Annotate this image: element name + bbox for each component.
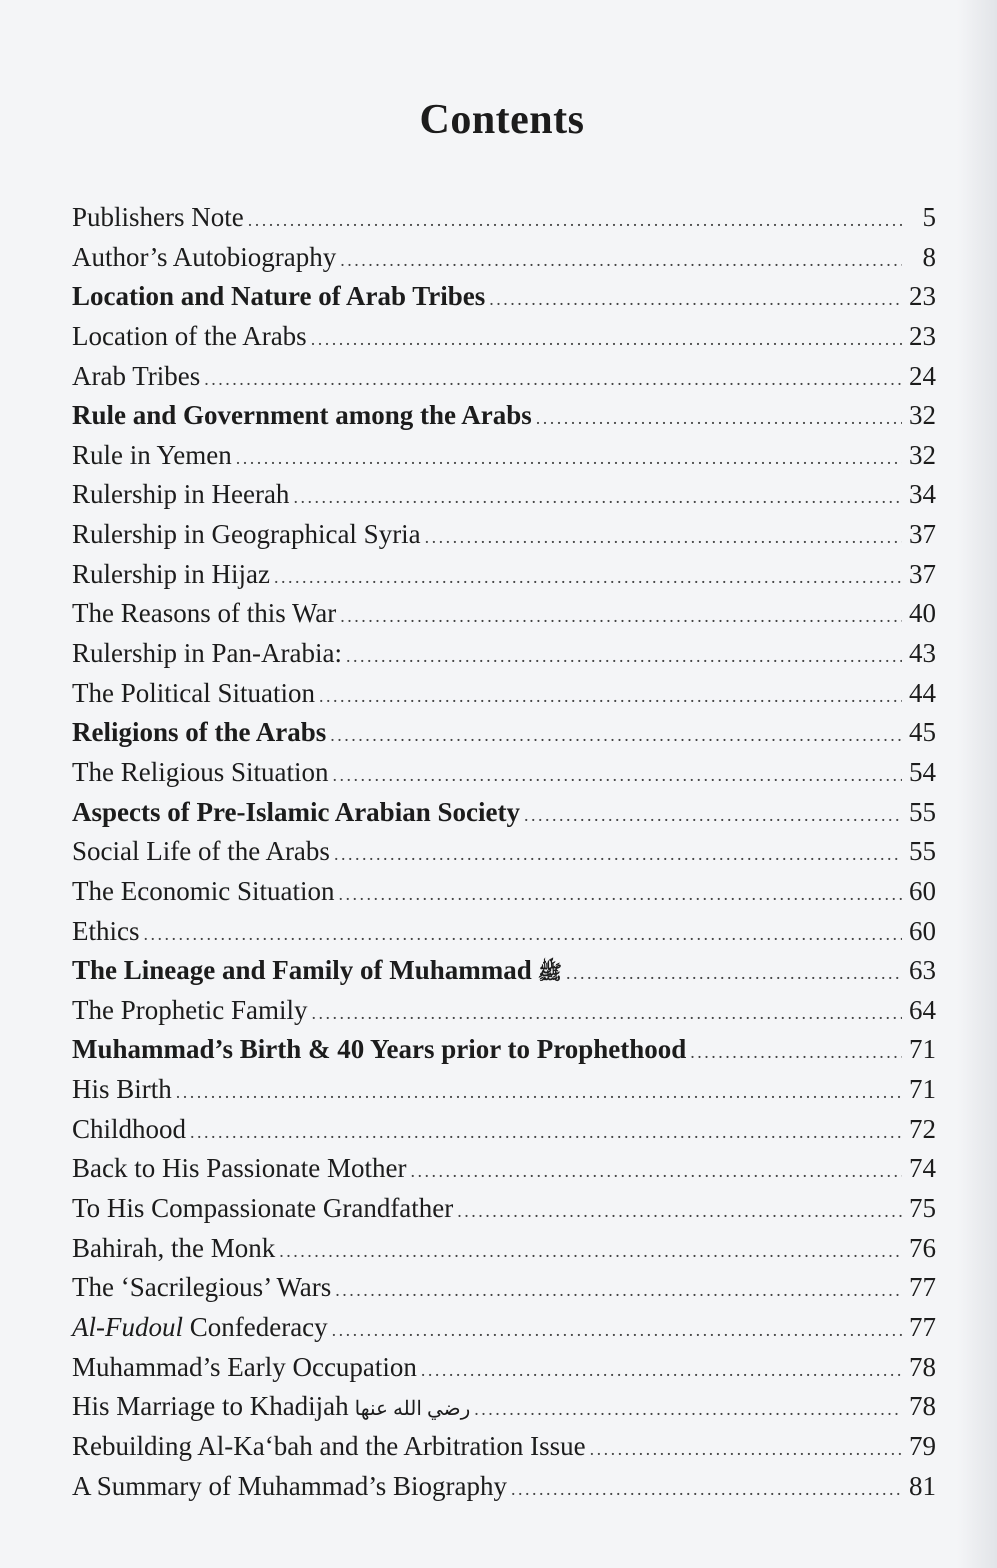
- toc-entry[interactable]: [72, 1391, 936, 1431]
- toc-entry-page-number: 40: [909, 598, 936, 629]
- dot-leader: [311, 329, 902, 350]
- toc-entry-title: [72, 1114, 186, 1145]
- toc-entry[interactable]: [72, 598, 936, 638]
- dot-leader: [190, 1122, 902, 1143]
- toc-entry-page-number: 79: [909, 1430, 936, 1461]
- toc-entry-title-text: Muhammad’s Early Occupation: [72, 1351, 417, 1382]
- toc-entry-page-number: 54: [909, 756, 936, 787]
- toc-entry-title: [72, 638, 342, 669]
- dot-leader: [536, 408, 902, 429]
- toc-entry[interactable]: [72, 638, 936, 678]
- toc-entry[interactable]: [72, 1233, 936, 1273]
- toc-entry[interactable]: [72, 876, 936, 916]
- toc-entry-title-text: The Reasons of this War: [72, 598, 337, 629]
- toc-entry[interactable]: [72, 678, 936, 718]
- toc-entry-title-text: Rulership in Pan-Arabia:: [72, 638, 342, 669]
- toc-entry-title: [72, 559, 270, 590]
- toc-entry-title-text: Rulership in Heerah: [72, 479, 290, 510]
- toc-entry-title: [72, 1272, 331, 1303]
- toc-entry[interactable]: [72, 1431, 936, 1471]
- page-edge-shadow: [957, 0, 997, 1568]
- toc-entry[interactable]: [72, 1352, 936, 1392]
- dot-leader: [511, 1479, 902, 1500]
- dot-leader: [236, 448, 902, 469]
- toc-entry[interactable]: [72, 440, 936, 480]
- dot-leader: [457, 1201, 902, 1222]
- toc-entry-title-text: His Birth: [72, 1074, 172, 1105]
- toc-entry-title-text: Rulership in Hijaz: [72, 558, 270, 589]
- dot-leader: [176, 1082, 902, 1103]
- toc-entry[interactable]: [72, 916, 936, 956]
- toc-entry[interactable]: [72, 1193, 936, 1233]
- toc-entry-title-text: The Economic Situation: [72, 875, 335, 906]
- toc-entry-title-text: His Marriage to Khadijah: [72, 1391, 349, 1422]
- toc-entry-title-text: Bahirah, the Monk: [72, 1232, 276, 1263]
- dot-leader: [425, 527, 902, 548]
- toc-entry-page-number: 37: [909, 558, 936, 589]
- toc-entry-title: [72, 321, 307, 352]
- dot-leader: [590, 1439, 902, 1460]
- toc-entry[interactable]: [72, 1153, 936, 1193]
- dot-leader: [319, 686, 902, 707]
- toc-entry-page-number: 77: [909, 1311, 936, 1342]
- toc-entry[interactable]: [72, 1114, 936, 1154]
- toc-entry-page-number: 8: [922, 241, 936, 272]
- toc-entry[interactable]: [72, 1312, 936, 1352]
- toc-entry-page-number: 78: [909, 1351, 936, 1382]
- toc-entry-title: [72, 995, 307, 1026]
- toc-entry[interactable]: [72, 757, 936, 797]
- toc-entry-title: [72, 242, 336, 273]
- dot-leader: [489, 289, 902, 310]
- toc-entry-title: [72, 876, 334, 907]
- dot-leader: [311, 1003, 902, 1024]
- toc-entry[interactable]: [72, 202, 936, 242]
- toc-entry-title: [72, 955, 562, 989]
- toc-entry-title: [72, 836, 330, 867]
- toc-entry-title-text: The Religious Situation: [72, 756, 329, 787]
- honorific-symbol-icon: ﷺ: [537, 962, 562, 985]
- toc-entry-page-number: 64: [909, 994, 936, 1025]
- dot-leader: [338, 884, 902, 905]
- toc-entry-title: [72, 361, 200, 392]
- dot-leader: [524, 805, 902, 826]
- honorific-symbol-icon: رضي الله عنها: [354, 1398, 471, 1421]
- toc-entry-page-number: 60: [909, 875, 936, 906]
- toc-entry-title-text: Publishers Note: [72, 202, 244, 232]
- dot-leader: [248, 210, 902, 231]
- toc-entry-title-text: Religions of the Arabs: [72, 717, 327, 748]
- toc-entry-title: [72, 797, 520, 828]
- toc-entry-title-text: Ethics: [72, 915, 140, 946]
- toc-entry-title: [72, 1471, 507, 1502]
- dot-leader: [421, 1360, 902, 1381]
- toc-entry-title: [72, 1391, 470, 1422]
- toc-entry-page-number: 5: [922, 202, 936, 232]
- dot-leader: [333, 765, 903, 786]
- toc-entry[interactable]: [72, 797, 936, 837]
- toc-entry-title-text: Back to His Passionate Mother: [72, 1153, 407, 1184]
- toc-entry[interactable]: [72, 400, 936, 440]
- toc-entry-title: [72, 1431, 586, 1462]
- toc-entry-page-number: 37: [909, 519, 936, 550]
- toc-entry-title: [72, 757, 329, 788]
- dot-leader: [340, 606, 902, 627]
- toc-entry[interactable]: [72, 519, 936, 559]
- toc-entry-page-number: 72: [909, 1113, 936, 1144]
- toc-entry[interactable]: [72, 559, 936, 599]
- toc-entry-page-number: 32: [909, 439, 936, 470]
- toc-entry-title-text: Location of the Arabs: [72, 320, 307, 351]
- toc-entry-title: [72, 400, 532, 431]
- toc-entry-title-text: Rebuilding Al-Ka‘bah and the Arbitration Issue: [72, 1430, 586, 1461]
- toc-entry-page-number: 74: [909, 1153, 936, 1184]
- dot-leader: [474, 1399, 902, 1420]
- toc-entry[interactable]: [72, 1074, 936, 1114]
- toc-entry-title-text: Social Life of the Arabs: [72, 836, 330, 867]
- toc-entry-title: [72, 479, 289, 510]
- toc-entry-page-number: 55: [909, 836, 936, 867]
- toc-entry-title-text: The Lineage and Family of Muhammad: [72, 955, 532, 986]
- dot-leader: [566, 963, 902, 984]
- toc-entry-title: [72, 202, 244, 233]
- toc-entry-page-number: 24: [909, 360, 936, 391]
- dot-leader: [144, 924, 903, 945]
- toc-entry-title: [72, 1074, 172, 1105]
- toc-entry-title-text: Arab Tribes: [72, 360, 201, 391]
- toc-entry-title: [72, 916, 140, 947]
- toc-entry-title-text: Author’s Autobiography: [72, 241, 337, 272]
- toc-entry-page-number: 44: [909, 677, 936, 708]
- dot-leader: [330, 725, 902, 746]
- toc-entry-page-number: 23: [909, 281, 936, 312]
- toc-entry-page-number: 32: [909, 400, 936, 431]
- toc-entry[interactable]: [72, 321, 936, 361]
- dot-leader: [204, 369, 902, 390]
- toc-entry[interactable]: [72, 836, 936, 876]
- toc-entry-title: [72, 1034, 686, 1065]
- toc-entry-title: [72, 1233, 275, 1264]
- toc-entry-page-number: 60: [909, 915, 936, 946]
- toc-entry-title: [72, 440, 232, 471]
- toc-entry-title: [72, 281, 485, 312]
- toc-entry[interactable]: [72, 1272, 936, 1312]
- toc-entry-title-text: Confederacy: [182, 1311, 328, 1342]
- toc-entry-title: [72, 1153, 406, 1184]
- toc-entry[interactable]: [72, 1471, 936, 1511]
- dot-leader: [340, 250, 902, 271]
- toc-entry-page-number: 23: [909, 320, 936, 351]
- toc-entry-title-italic: Al-Fudoul: [72, 1311, 183, 1342]
- toc-entry[interactable]: [72, 955, 936, 995]
- toc-entry[interactable]: [72, 242, 936, 282]
- toc-entry-title: [72, 1352, 417, 1383]
- page-title: Contents: [419, 97, 585, 143]
- toc-entry[interactable]: [72, 717, 936, 757]
- toc-entry-title-text: To His Compassionate Grandfather: [72, 1193, 454, 1224]
- toc-entry-title-text: Rule and Government among the Arabs: [72, 400, 532, 431]
- toc-entry[interactable]: [72, 995, 936, 1035]
- toc-entry-title-text: Childhood: [72, 1113, 187, 1144]
- toc-entry-title-text: A Summary of Muhammad’s Biography: [72, 1470, 507, 1501]
- toc-entry[interactable]: [72, 281, 936, 321]
- toc-entry-page-number: 76: [909, 1232, 936, 1263]
- toc-entry[interactable]: [72, 1034, 936, 1074]
- toc-entry-page-number: 81: [909, 1470, 936, 1501]
- toc-entry-title-text: Rulership in Geographical Syria: [72, 519, 421, 550]
- toc-entry-title: [72, 717, 326, 748]
- toc-entry-page-number: 45: [909, 717, 936, 748]
- toc-entry-title: [72, 598, 336, 629]
- toc-entry-title-text: Rule in Yemen: [72, 439, 232, 470]
- toc-entry-title: [72, 519, 421, 550]
- toc-entry-title: [72, 1312, 328, 1343]
- toc-entry-title-text: Location and Nature of Arab Tribes: [72, 281, 486, 312]
- dot-leader: [690, 1042, 902, 1063]
- dot-leader: [346, 646, 902, 667]
- toc-entry[interactable]: [72, 479, 936, 519]
- dot-leader: [293, 487, 902, 508]
- toc-entry-page-number: 63: [909, 955, 936, 986]
- dot-leader: [279, 1241, 902, 1262]
- toc-entry-title: [72, 1193, 453, 1224]
- table-of-contents: [72, 202, 936, 1510]
- dot-leader: [274, 567, 902, 588]
- toc-entry-page-number: 55: [909, 796, 936, 827]
- toc-entry-page-number: 71: [909, 1074, 936, 1105]
- toc-entry-title-text: The Political Situation: [72, 677, 315, 708]
- toc-entry-page-number: 71: [909, 1034, 936, 1065]
- dot-leader: [334, 844, 902, 865]
- toc-entry-title: [72, 678, 315, 709]
- toc-entry[interactable]: [72, 361, 936, 401]
- toc-entry-page-number: 78: [909, 1391, 936, 1422]
- toc-entry-page-number: 34: [909, 479, 936, 510]
- toc-entry-title-text: The Prophetic Family: [72, 994, 308, 1025]
- dot-leader: [410, 1161, 902, 1182]
- toc-entry-page-number: 75: [909, 1193, 936, 1224]
- dot-leader: [332, 1320, 902, 1341]
- toc-entry-page-number: 43: [909, 638, 936, 669]
- toc-entry-title-text: Aspects of Pre-Islamic Arabian Society: [72, 796, 520, 827]
- toc-entry-title-text: Muhammad’s Birth & 40 Years prior to Prophethood: [72, 1034, 687, 1065]
- dot-leader: [335, 1280, 902, 1301]
- toc-entry-title-text: The ‘Sacrilegious’ Wars: [72, 1272, 332, 1303]
- toc-entry-page-number: 77: [909, 1272, 936, 1303]
